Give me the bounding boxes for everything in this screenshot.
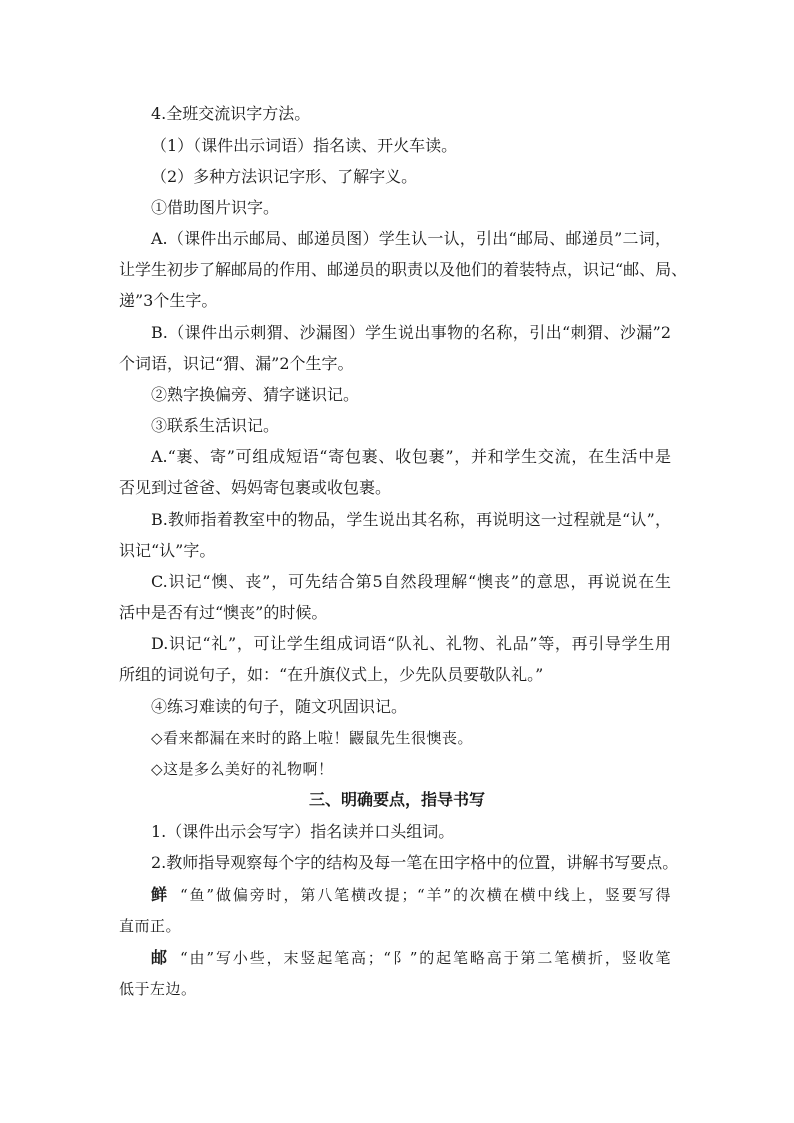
text-line: ④练习难读的句子，随文巩固识记。 [151,697,408,716]
writing-guide: “由”写小些，末竖起笔高；“阝”的起笔略高于第二笔横折，竖收笔 [180,949,671,967]
text-line: 2.教师指导观察每个字的结构及每一笔在田字格中的位置，讲解书写要点。 [151,853,679,872]
writing-guide: 直而正。 [119,917,182,935]
text-line: 否见到过爸爸、妈妈寄包裹或收包裹。 [119,478,392,497]
text-line: 递”3个生字。 [119,291,218,310]
text-line: ①借助图片识字。 [151,198,280,217]
example-sentence: ◇看来都漏在来时的路上啦！鼹鼠先生很懊丧。 [151,729,474,747]
writing-character: 鲜 [151,885,168,904]
writing-guide: “鱼”做偏旁时，第八笔横改提；“羊”的次横在横中线上，竖要写得 [180,886,671,904]
text-line: B.教师指着教室中的物品，学生说出其名称，再说明这一过程就是“认”， [151,510,671,529]
text-line: A.“裹、寄”可组成短语“寄包裹、收包裹”，并和学生交流，在生活中是 [151,447,671,466]
writing-character: 邮 [151,948,168,967]
text-line: 活中是否有过“懊丧”的时候。 [119,603,328,622]
writing-guide: 低于左边。 [119,980,197,998]
text-line: ②熟字换偏旁、猜字谜识记。 [151,385,360,404]
example-sentence: ◇这是多么美好的礼物啊！ [151,760,334,778]
text-line: A.（课件出示邮局、邮递员图）学生认一认，引出“邮局、邮递员”二词， [151,229,671,248]
text-line: D.识记“礼”，可让学生组成词语“队礼、礼物、礼品”等，再引导学生用 [151,634,671,653]
text-line: 让学生初步了解邮局的作用、邮递员的职责以及他们的着装特点，识记“邮、局、 [119,260,688,279]
text-line: （1）（课件出示词语）指名读、开火车读。 [151,136,458,155]
text-line: ③联系生活识记。 [151,416,280,435]
text-line: C.识记“懊、丧”，可先结合第5自然段理解“懊丧”的意思，再说说在生 [151,572,671,591]
text-line: 1.（课件出示会写字）指名读并口头组词。 [151,822,455,841]
text-line: （2）多种方法识记字形、了解字义。 [151,167,418,186]
text-line: 识记“认”字。 [119,541,216,560]
section-heading: 三、明确要点，指导书写 [308,790,485,809]
text-line: 4.全班交流识字方法。 [151,104,311,123]
text-line: B.（课件出示刺猬、沙漏图）学生说出事物的名称，引出“刺猬、沙漏”2 [151,323,671,342]
text-line: 所组的词说句子，如：“在升旗仪式上，少先队员要敬队礼。” [119,665,544,684]
text-line: 个词语，识记“猬、漏”2个生字。 [119,354,354,373]
